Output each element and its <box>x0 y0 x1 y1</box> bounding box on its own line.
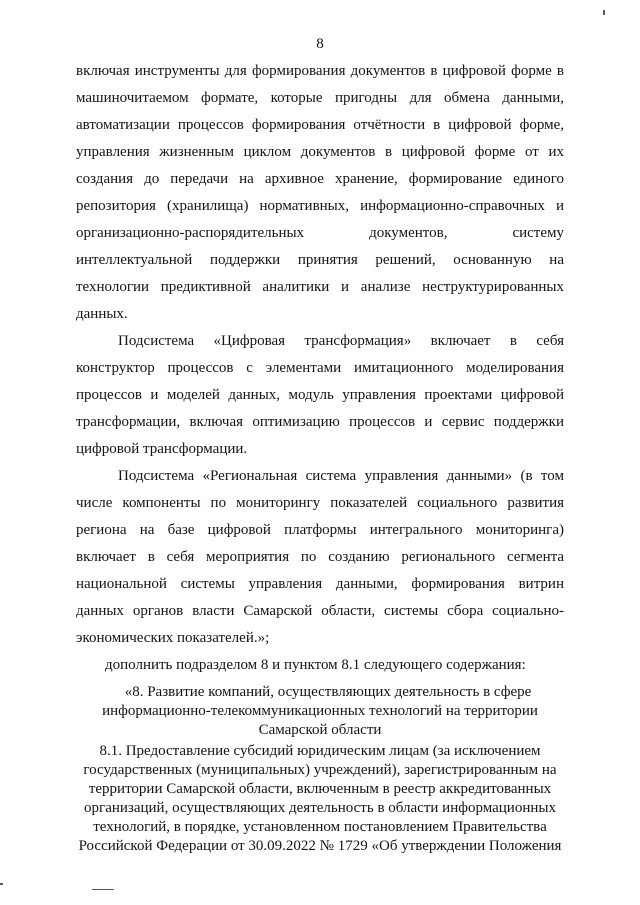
heading-line: «8. Развитие компаний, осуществляющих деятельность в сфере <box>124 684 532 700</box>
item-line: 8.1. Предоставление субсидий юридическим лицам (за исключением <box>99 743 541 759</box>
text-line: данных органов власти Самарской области, системы сбора социально- <box>76 603 564 619</box>
scan-speck <box>92 889 114 890</box>
text-line: машиночитаемом формате, которые пригодны для обмена данными, <box>76 90 564 106</box>
text-line: процессов и моделей данных, модуль управления проектами цифровой <box>76 387 564 403</box>
scan-speck <box>0 883 3 885</box>
item-line: Российской Федерации от 30.09.2022 № 1729 «Об утверждении Положения <box>78 838 562 854</box>
item-line: технологий, в порядке, установленном постановлением Правительства <box>93 819 547 835</box>
text-line: организационно-распорядительных документов, систему <box>76 225 564 241</box>
heading-line: информационно-телекоммуникационных технологий на территории <box>102 703 538 719</box>
scan-speck <box>603 10 605 15</box>
text-line: дополнить подразделом 8 и пунктом 8.1 следующего содержания: <box>105 657 526 673</box>
text-line: репозитория (хранилища) нормативных, информационно-справочных и <box>76 198 564 214</box>
text-line: интеллектуальной поддержки принятия решений, основанную на <box>76 252 564 268</box>
text-line: экономических показателей.»; <box>76 630 270 646</box>
text-line: данных. <box>76 306 128 322</box>
page-number: 8 <box>316 36 324 52</box>
heading-line: Самарской области <box>258 722 382 738</box>
text-line: включает в себя мероприятия по созданию регионального сегмента <box>76 549 564 565</box>
text-line: трансформации, включая оптимизацию процессов и сервис поддержки <box>76 414 564 430</box>
text-line: национальной системы управления данными, формирования витрин <box>76 576 564 592</box>
text-line: автоматизации процессов формирования отчётности в цифровой форме, <box>76 117 564 133</box>
text-line: управления жизненным циклом документов в цифровой форме от их <box>76 144 564 160</box>
text-line: включая инструменты для формирования документов в цифровой форме в <box>76 63 564 79</box>
item-line: государственных (муниципальных) учреждений), зарегистрированным на <box>83 762 557 778</box>
text-line: технологии предиктивной аналитики и анализе неструктурированных <box>76 279 564 295</box>
text-line: создания до передачи на архивное хранение, формирование единого <box>76 171 564 187</box>
text-line: конструктор процессов с элементами имитационного моделирования <box>76 360 564 376</box>
text-line: числе компоненты по мониторингу показателей социального развития <box>76 495 564 511</box>
item-line: территории Самарской области, включенным в реестр аккредитованных <box>88 781 552 797</box>
text-line: региона на базе цифровой платформы интегрального мониторинга) <box>76 522 564 538</box>
item-line: организаций, осуществляющих деятельность в области информационных <box>84 800 556 816</box>
text-line: Подсистема «Цифровая трансформация» включает в себя <box>118 333 564 349</box>
text-line: Подсистема «Региональная система управления данными» (в том <box>118 468 564 484</box>
text-line: цифровой трансформации. <box>76 441 248 457</box>
